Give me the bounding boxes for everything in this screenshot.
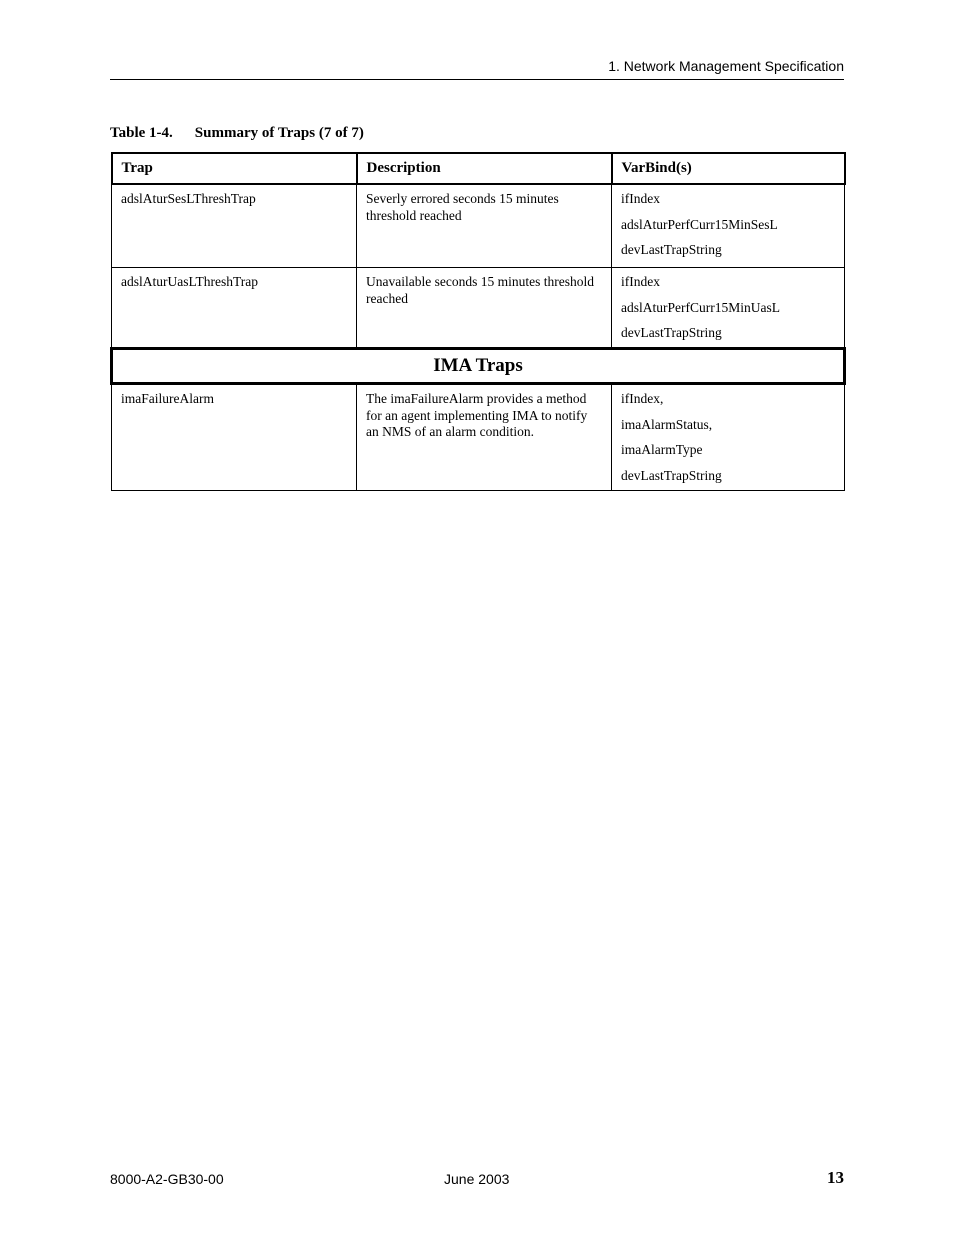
table-row [112,184,845,268]
traps-table [110,152,846,491]
varbind-item: devLastTrapString [621,467,722,483]
description-cell: Unavailable seconds 15 minutes threshold reached [357,268,612,349]
table-header-row [112,153,845,184]
section-title-ima-traps: IMA Traps [112,349,845,384]
trap-name-cell: adslAturSesLThreshTrap [112,184,357,268]
varbinds-cell [612,268,845,349]
table-row [112,384,845,491]
column-header-trap: Trap [112,153,357,184]
varbind-item: adslAturPerfCurr15MinUasL [621,299,780,315]
varbinds-cell [612,184,845,268]
varbind-item: adslAturPerfCurr15MinSesL [621,216,778,232]
header-rule [110,79,844,80]
footer-date: June 2003 [444,1171,510,1187]
varbind-item: imaAlarmStatus, [621,416,713,432]
section-header-row [112,349,845,384]
description-cell: Severly errored seconds 15 minutes threshold reached [357,184,612,268]
table-caption [110,125,364,142]
table-row [112,268,845,349]
running-header: 1. Network Management Specification [608,58,844,74]
trap-name-cell: imaFailureAlarm [112,384,357,491]
footer-page-number: 13 [827,1168,844,1187]
varbind-item: ifIndex [621,274,660,289]
varbind-item: devLastTrapString [621,325,722,340]
table-caption-title: Summary of Traps (7 of 7) [194,125,364,141]
varbind-item: devLastTrapString [621,242,722,257]
varbind-item: ifIndex [621,191,660,206]
table-caption-label: Table 1-4. [110,125,173,141]
column-header-varbinds: VarBind(s) [612,153,845,184]
trap-name-cell: adslAturUasLThreshTrap [112,268,357,349]
varbind-item: ifIndex, [621,391,664,406]
footer-doc-number: 8000-A2-GB30-00 [110,1171,224,1187]
varbinds-cell [612,384,845,491]
description-cell: The imaFailureAlarm provides a method for an agent implementing IMA to notify an NMS of an alarm condition. [357,384,612,491]
column-header-description: Description [357,153,612,184]
varbind-item: imaAlarmType [621,442,703,457]
